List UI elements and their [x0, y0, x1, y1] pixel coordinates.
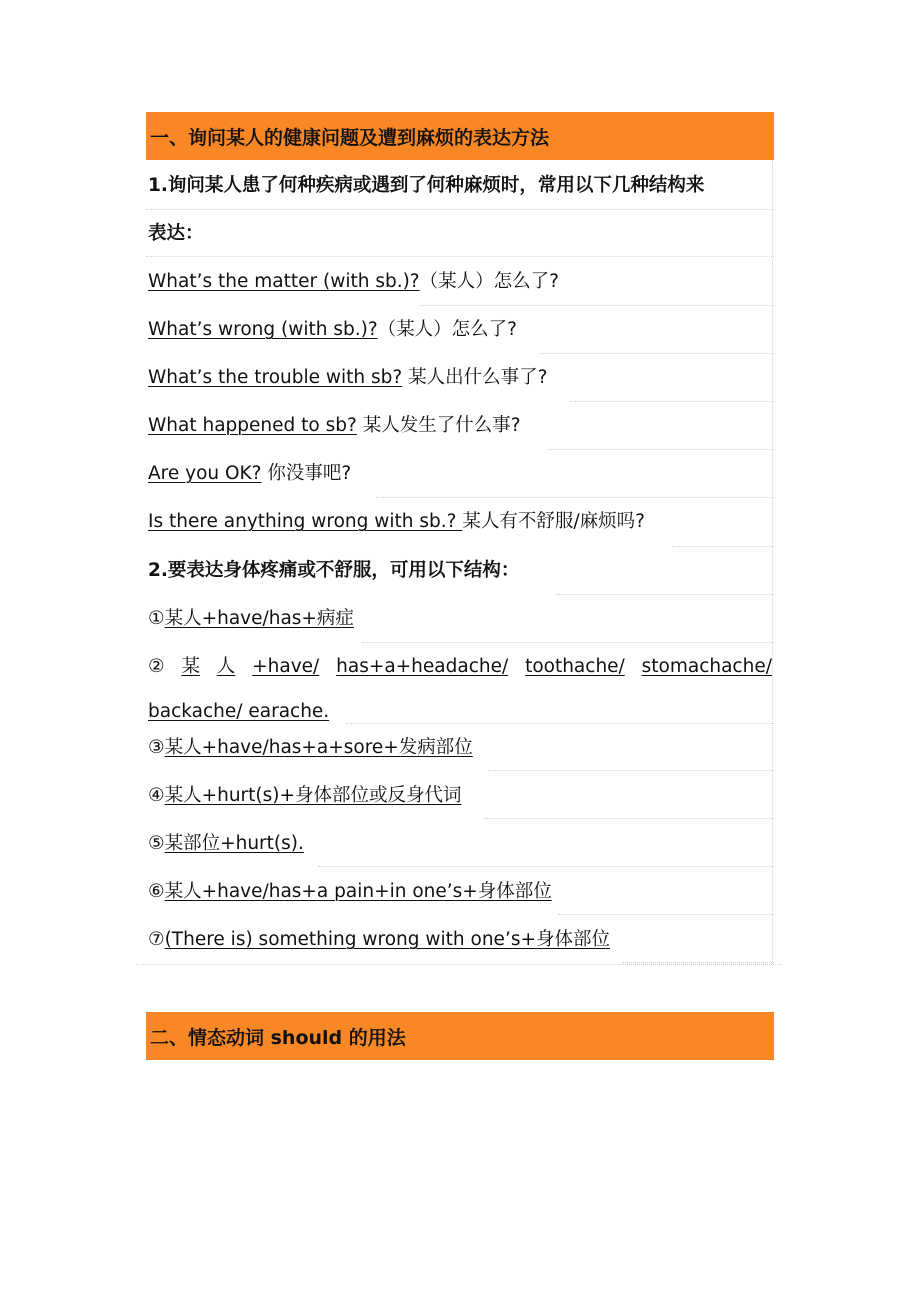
structure-word: 人	[216, 656, 236, 677]
structure-text: 某人+have/has+a pain+in one’s+身体部位	[164, 881, 552, 902]
section-2-heading	[146, 1012, 774, 1060]
structure-word: 某	[181, 656, 200, 677]
phrase-chinese: （某人）怎么了?	[377, 319, 517, 340]
phrase-chinese: 你没事吧?	[261, 463, 352, 484]
point-1-line-2: 表达：	[148, 223, 204, 244]
structure-row	[148, 658, 772, 677]
divider	[570, 401, 774, 402]
structure-row	[148, 739, 473, 758]
divider	[484, 818, 774, 819]
phrase-chinese: 某人有不舒服/麻烦吗?	[462, 511, 645, 532]
structure-text: 某人+have/has+a+sore+发病部位	[164, 737, 473, 758]
phrase-chinese: 某人发生了什么事?	[356, 415, 521, 436]
phrase-english: Are you OK?	[148, 463, 262, 484]
divider	[488, 770, 774, 771]
divider	[548, 449, 774, 450]
structure-word: stomachache/	[641, 656, 772, 677]
phrase-row	[148, 465, 351, 484]
structure-text: 某人+hurt(s)+身体部位或反身代词	[164, 785, 462, 806]
phrase-english: What’s wrong (with sb.)?	[148, 319, 378, 340]
point-1-line-1: 1.询问某人患了何种疾病或遇到了何种麻烦时，常用以下几种结构来	[148, 175, 705, 196]
divider	[146, 256, 774, 257]
divider	[136, 964, 782, 965]
structure-row	[148, 610, 354, 629]
structure-text: (There is) something wrong with one’s+身体部位	[164, 929, 610, 950]
divider	[556, 594, 774, 595]
structure-number: ①	[148, 608, 165, 629]
structure-row	[148, 835, 304, 854]
structure-number: ③	[148, 737, 165, 758]
structure-number: ④	[148, 785, 165, 806]
phrase-chinese: （某人）怎么了?	[419, 271, 559, 292]
structure-row	[148, 883, 552, 902]
structure-word: has+a+headache/	[336, 656, 509, 677]
phrase-row	[148, 369, 547, 388]
phrase-row	[148, 417, 521, 436]
structure-number: ②	[148, 656, 165, 677]
divider	[558, 914, 774, 915]
divider	[672, 546, 774, 547]
structure-text: 某部位+hurt(s).	[164, 833, 304, 854]
divider	[318, 866, 774, 867]
structure-number: ⑦	[148, 929, 165, 950]
structure-word: toothache/	[525, 656, 625, 677]
divider	[146, 209, 774, 210]
phrase-english: What happened to sb?	[148, 415, 357, 436]
structure-number: ⑥	[148, 881, 165, 902]
section-1-heading-text: 一、询问某人的健康问题及遭到麻烦的表达方法	[150, 126, 550, 149]
structure-row	[148, 787, 461, 806]
structure-row	[148, 931, 610, 950]
structure-row-continuation	[148, 703, 329, 722]
section-1-heading	[146, 112, 774, 160]
divider	[362, 642, 774, 643]
phrase-chinese: 某人出什么事了?	[402, 367, 548, 388]
divider	[772, 160, 773, 964]
divider	[420, 305, 774, 306]
section-2-heading-text: 二、情态动词 should 的用法	[150, 1026, 406, 1049]
structure-number: ⑤	[148, 833, 165, 854]
structure-word: +have/	[252, 656, 320, 677]
phrase-row	[148, 513, 645, 532]
divider	[376, 497, 774, 498]
divider	[540, 353, 774, 354]
phrase-english: What’s the matter (with sb.)?	[148, 271, 420, 292]
phrase-row	[148, 273, 559, 292]
phrase-english: Is there anything wrong with sb.?	[148, 511, 463, 532]
divider	[346, 723, 774, 724]
structure-text: backache/ earache.	[148, 701, 330, 722]
phrase-row	[148, 321, 517, 340]
point-2-heading: 2.要表达身体疼痛或不舒服，可用以下结构：	[148, 560, 520, 581]
structure-text: 某人+have/has+病症	[164, 608, 354, 629]
phrase-english: What’s the trouble with sb?	[148, 367, 403, 388]
divider	[622, 962, 774, 963]
